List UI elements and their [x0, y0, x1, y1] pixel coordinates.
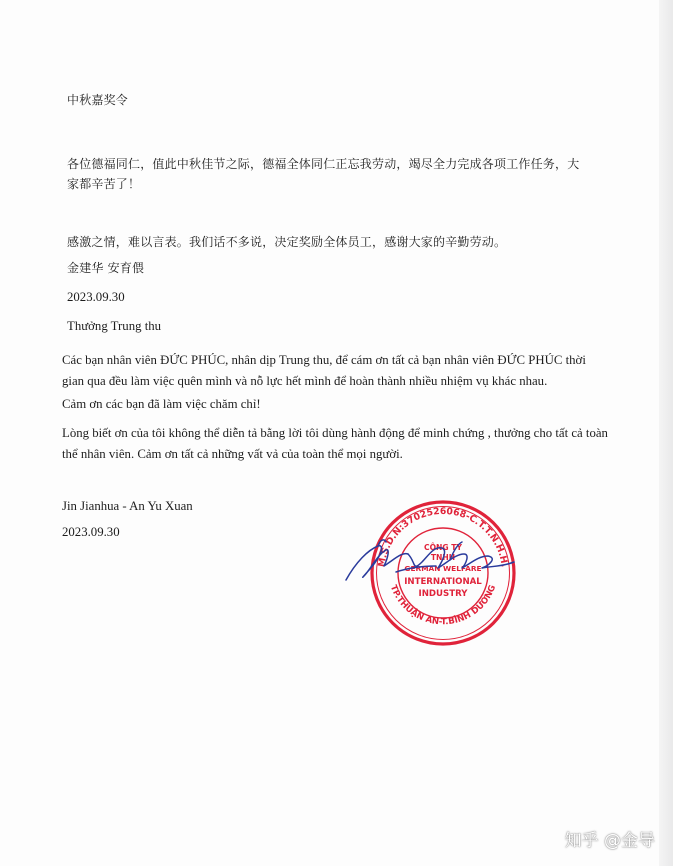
scan-edge-shadow: [659, 0, 673, 866]
stamp-ring-bottom-text: TP.THUẬN AN-T.BÌNH DƯƠNG: [387, 583, 499, 628]
vietnamese-date: 2023.09.30: [62, 525, 120, 539]
chinese-paragraph-2: 感激之情，难以言表。我们话不多说，决定奖励全体员工，感谢大家的辛勤劳动。: [67, 235, 507, 249]
stamp-line-2: TNHH: [430, 553, 456, 562]
chinese-signers: 金建华 安育偎: [67, 261, 145, 275]
stamp-line-3: GERMAN WELFARE: [404, 564, 482, 573]
chinese-paragraph-1-line-2: 家都辛苦了！: [67, 177, 141, 191]
zhihu-watermark: 知乎 @金导: [564, 831, 655, 851]
handwritten-signature: [338, 532, 518, 592]
vietnamese-paragraph-1-line-1: Các bạn nhân viên ĐỨC PHÚC, nhân dịp Trung thu, để cám ơn tất cả bạn nhân viên ĐỨC PHÚC thời: [62, 353, 586, 367]
stamp-line-1: CÔNG TY: [424, 543, 462, 552]
chinese-paragraph-1-line-1: 各位德福同仁，值此中秋佳节之际，德福全体同仁正忘我劳动，竭尽全力完成各项工作任务，大: [67, 157, 580, 171]
stamp-line-4: INTERNATIONAL: [404, 577, 482, 587]
stamp-ring-text: M.S.D.N:3702526068-C.T.T.N.H.H.: [376, 505, 510, 568]
vietnamese-title: Thưởng Trung thu: [67, 319, 162, 333]
stamp-line-5: INDUSTRY: [418, 589, 468, 599]
vietnamese-paragraph-1-line-2: gian qua đều làm việc quên mình và nỗ lực hết mình để hoàn thành nhiều nhiệm vụ khác nhau.: [62, 374, 548, 388]
chinese-title: 中秋嘉奖令: [67, 93, 129, 107]
vietnamese-signers: Jin Jianhua - An Yu Xuan: [62, 499, 193, 513]
vietnamese-paragraph-3-line-1: Lòng biết ơn của tôi không thể diễn tả bằng lời tôi dùng hành động để minh chứng , thưởng cho tất cả toàn: [62, 426, 608, 440]
vietnamese-paragraph-2: Cảm ơn các bạn đã làm việc chăm chỉ!: [62, 397, 261, 411]
chinese-date: 2023.09.30: [67, 290, 125, 304]
vietnamese-paragraph-3-line-2: thể nhân viên. Cảm ơn tất cả những vất vả của toàn thể mọi người.: [62, 447, 403, 461]
